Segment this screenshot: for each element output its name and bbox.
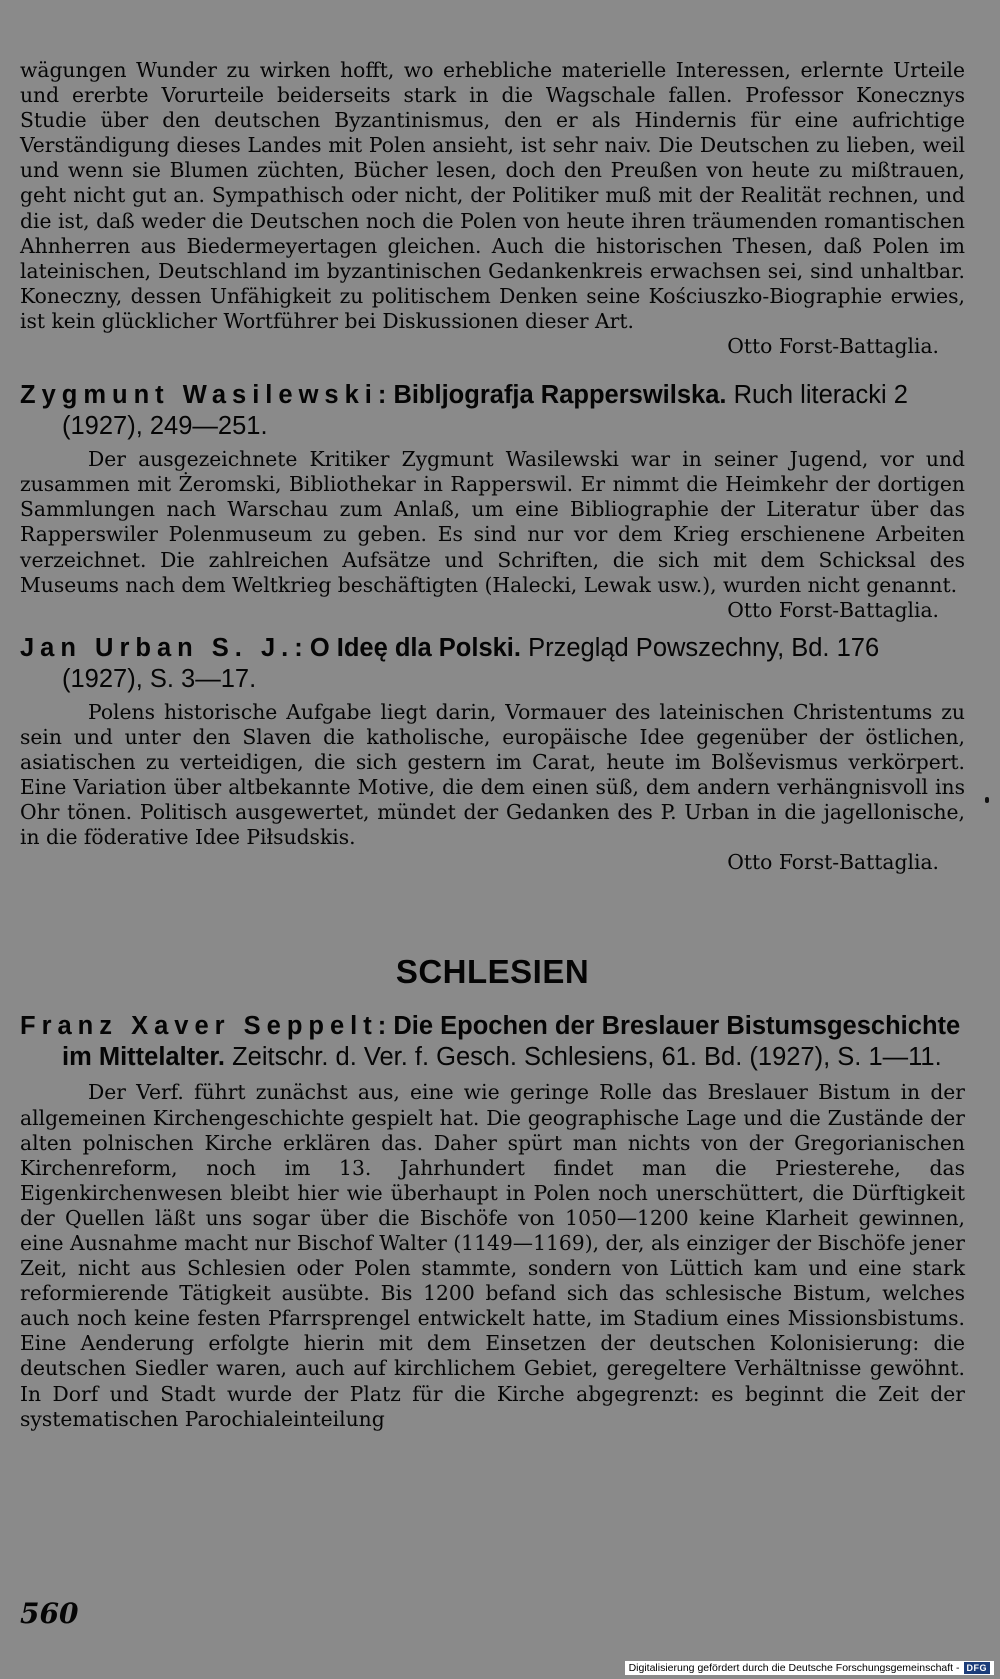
section-title: SCHLESIEN <box>395 953 590 991</box>
entry-author: Zygmunt Wasilewski <box>20 381 378 410</box>
scan-speck <box>985 797 989 803</box>
entry-source: Ruch literacki 2 (1927), 249—251. <box>62 381 908 441</box>
entry-text: Polens historische Aufgabe liegt darin, Vormauer des lateinischen Christentums zu sein und unter den Slaven die katholische, europäische Idee gegenüber der östlichen, asiatischen zu verteidigen, die sich gestern im Carat, heute im Bolševismus verkörpert. Eine Variation über altbekannte Motive, die dem einen süß, dem andern verhängnisvoll ins Ohr tönen. Politisch ausgewertet, mündet der Gedanken des P. Urban in die jagellonische, in die föderative Idee Piłsudskis. <box>20 699 965 850</box>
entry-title: O Ideę dla Polski. <box>309 633 521 662</box>
entry-title: Die Epochen der Breslauer Bistumsgeschichte im Mittelalter. <box>62 1012 961 1072</box>
footer-text: Digitalisierung gefördert durch die Deutsche Forschungsgemeinschaft - <box>628 1662 960 1674</box>
entry-source: Przegląd Powszechny, Bd. 176 (1927), S. 3—17. <box>62 633 880 693</box>
page-content <box>20 58 965 1432</box>
entry-signature: Otto Forst-Battaglia. <box>727 597 939 622</box>
entry-wasilewski <box>20 380 965 623</box>
entry-text: Der Verf. führt zunächst aus, eine wie geringe Rolle das Breslauer Bistum in der allgemeinen Kirchengeschichte gespielt hat. Die geographische Lage und die Zustände der alten polnischen Kirche erklären das. Daher spürt man nichts von der Gregorianischen Kirchenreform, noch im 13. Jahrhundert findet man die Priesterehe, das Eigenkirchenwesen bleibt hier wie überhaupt in Polen noch unerschüttert, die Dürftigkeit der Quellen läßt uns sogar über die Bischöfe von 1050—1200 keine Klarheit gewinnen, eine Ausnahme macht nur Bischof Walter (1149—1169), der, als einziger der Bischöfe jener Zeit, nicht aus Schlesien oder Polen stammte, sondern von Lüttich kam und eine stark reformierende Tätigkeit ausübte. Bis 1200 befand sich das schlesische Bistum, welches auch noch keine festen Pfarrsprengel entwickelt hatte, im Stadium eines Missionsbistums. Eine Aenderung erfolgte hierin mit dem Einsetzen der deutschen Kolonisierung: die deutschen Siedler waren, auch auf kirchlichem Gebiet, geregeltere Verhältnisse gewöhnt. In Dorf und Stadt wurde der Platz für die Kirche abgegrenzt: es beginnt die Zeit der systematischen Parochialeinteilung <box>20 1080 965 1431</box>
entry-heading: Jan Urban S. J.: O Ideę dla Polski. Przegląd Powszechny, Bd. 176 (1927), S. 3—17. <box>20 633 880 693</box>
entry-text: Der ausgezeichnete Kritiker Zygmunt Wasilewski war in seiner Jugend, vor und zusammen mit Żeromski, Bibliothekar in Rapperswil. Er nimmt die Heimkehr der dortigen Sammlungen nach Warschau zum Anlaß, um eine Bibliographie der Literatur über das Rapperswiler Polenmuseum zu geben. Es sind nur vor dem Krieg erschienene Arbeiten verzeichnet. Die zahlreichen Aufsätze und Schriften, die sich mit dem Schicksal des Museums nach dem Weltkrieg beschäftigten (Halecki, Lewak usw.), wurden nicht genannt. <box>20 447 965 597</box>
entry-title: Bibljografja Rapperswilska. <box>393 381 727 410</box>
entry-heading: Zygmunt Wasilewski: Bibljografja Rapperswilska. Ruch literacki 2 (1927), 249—251. <box>20 381 908 441</box>
digitization-footer <box>625 1661 994 1675</box>
entry-urban <box>20 633 965 876</box>
entry-heading: Franz Xaver Seppelt: Die Epochen der Breslauer Bistumsgeschichte im Mittelalter. Zeitschr. d. Ver. f. Gesch. Schlesiens, 61. Bd. (1927), S. 1—11. <box>20 1012 961 1072</box>
entry-seppelt <box>20 1011 965 1431</box>
entry-signature: Otto Forst-Battaglia. <box>727 850 939 875</box>
entry-author: Jan Urban S. J. <box>20 633 295 662</box>
page-number: 560 <box>20 1597 79 1630</box>
entry-author: Franz Xaver Seppelt <box>20 1012 378 1041</box>
intro-block <box>20 58 965 359</box>
dfg-logo-icon: DFG <box>964 1662 991 1674</box>
intro-text: wägungen Wunder zu wirken hofft, wo erhebliche materielle Interessen, erlernte Urteile und ererbte Vorurteile beiderseits stark in die Wagschale fallen. Professor Konecznys Studie über den deutschen Byzantinismus, den er als Hindernis für eine aufrichtige Verständigung dieses Landes mit Polen ansieht, ist sehr naiv. Die Deutschen zu lieben, weil und wenn sie Blumen züchten, Bücher lesen, doch den Preußen von heute zu mißtrauen, geht nicht gut an. Sympathisch oder nicht, der Politiker muß mit der Realität rechnen, und die ist, daß weder die Deutschen noch die Polen von heute ihren träumenden romantischen Ahnherren aus Biedermeyertagen gleichen. Auch die historischen Thesen, daß Polen im lateinischen, Deutschland im byzantinischen Gedankenkreis erwachsen sei, sind unhaltbar. Koneczny, dessen Unfähigkeit zu politischem Denken seine Kościuszko-Biographie erwies, ist kein glücklicher Wortführer bei Diskussionen dieser Art. <box>20 58 965 333</box>
entry-source: Zeitschr. d. Ver. f. Gesch. Schlesiens, 61. Bd. (1927), S. 1—11. <box>232 1043 942 1072</box>
intro-signature: Otto Forst-Battaglia. <box>727 334 939 359</box>
